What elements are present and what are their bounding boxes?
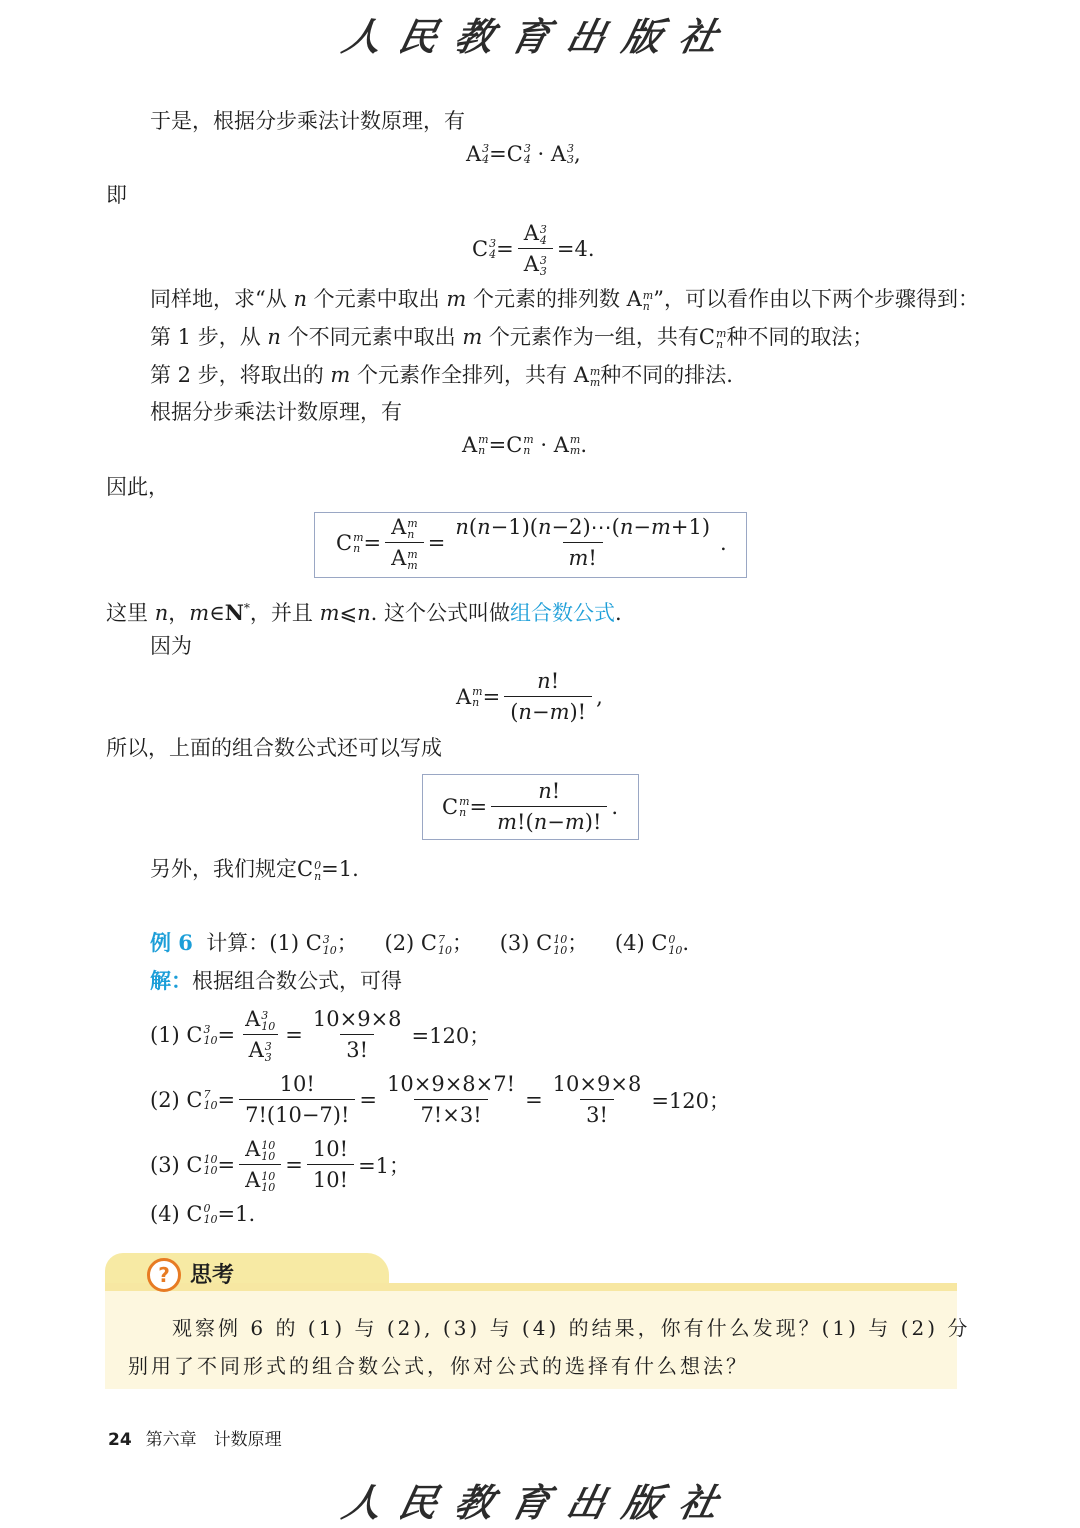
page-footer <box>108 1425 282 1450</box>
term-combination-formula: 组合数公式 <box>510 601 615 625</box>
equation-anm: A m n =C m n · A m m . <box>462 433 588 457</box>
text-line-8: 这里 n，m∈N*，并且 m⩽n. 这个公式叫做组合数公式. <box>106 600 622 625</box>
think-text-line-2: 别用了不同形式的组合数公式，你对公式的选择有什么想法？ <box>128 1354 749 1378</box>
solution-1: (1) C 3 10 = A 3 10 A 3 3 = $\frac{10\times 9\times 8}{3!}$ =120； <box>150 1007 491 1064</box>
equation-c43: C 3 4 = A 3 4 A 3 3 =4. <box>472 221 595 278</box>
text-line-11: 另外，我们规定C 0 n =1. <box>150 857 359 883</box>
think-text-line-1: 观察例 6 的 (1) 与 (2), (3) 与 (4) 的结果，你有什么发现？(1) 与 (2) 分 <box>172 1316 971 1340</box>
solution-heading: 解：根据组合数公式，可得 <box>150 968 402 993</box>
text-line-yinci: 因此， <box>106 475 169 499</box>
text-line-5: 第 2 步，将取出的 m 个元素作全排列，共有 A m m 种不同的排法. <box>150 363 733 389</box>
publisher-watermark-top: 人民教育出版社 <box>338 14 741 59</box>
equation-anm-factorial: A m n = $\frac{n!}{(n-m)!}$ , <box>456 669 603 724</box>
publisher-watermark-bottom: 人民教育出版社 <box>338 1480 741 1525</box>
page-number: 24 <box>108 1430 132 1450</box>
text-line-1: 于是，根据分步乘法计数原理，有 <box>150 109 465 133</box>
equation-a43: A 3 4 =C 3 4 · A 3 3 , <box>466 142 581 166</box>
example-6-heading: 例 6 计算：(1) C 3 10 ； (2) C 7 10 ； (3) C 10 10 ； (4) C 0 10 . <box>150 930 690 957</box>
combination-formula: C m n = A m n A m m = $\frac{n(n-1)(n-2)\cdots(n-m+1)}{m!}$ . <box>336 515 727 572</box>
think-title: 思考 <box>190 1263 235 1288</box>
question-icon: ? <box>147 1258 181 1292</box>
text-line-ji: 即 <box>106 183 127 207</box>
combination-formula-factorial: C m n = $\frac{n!}{m!(n-m)!}$ . <box>442 779 619 834</box>
text-line-3: 同样地，求“从 n 个元素中取出 m 个元素的排列数 A m n ”，可以看作由以下两个步骤得到： <box>150 287 979 313</box>
text-line-4: 第 1 步，从 n 个不同元素中取出 m 个元素作为一组，共有C m n 种不同的取法； <box>150 325 874 351</box>
text-line-10: 所以，上面的组合数公式还可以写成 <box>106 736 442 760</box>
solution-3: (3) C 10 10 = A 10 10 A 10 10 = $\frac{10!}{10!}$ =1； <box>150 1137 411 1194</box>
solution-4: (4) C 0 10 =1. <box>150 1202 256 1226</box>
text-line-6: 根据分步乘法计数原理，有 <box>150 400 402 424</box>
solution-2: (2) C 7 10 = $\frac{10!}{7!(10-7)!}$ = $\frac{10\times 9\times 8\times 7!}{7!\times 3!}$ = $\frac{10\times 9\times 8}{3!}$ =120； <box>150 1072 730 1127</box>
chapter-title: 第六章 计数原理 <box>145 1430 282 1450</box>
text-line-yinwei: 因为 <box>150 634 192 658</box>
